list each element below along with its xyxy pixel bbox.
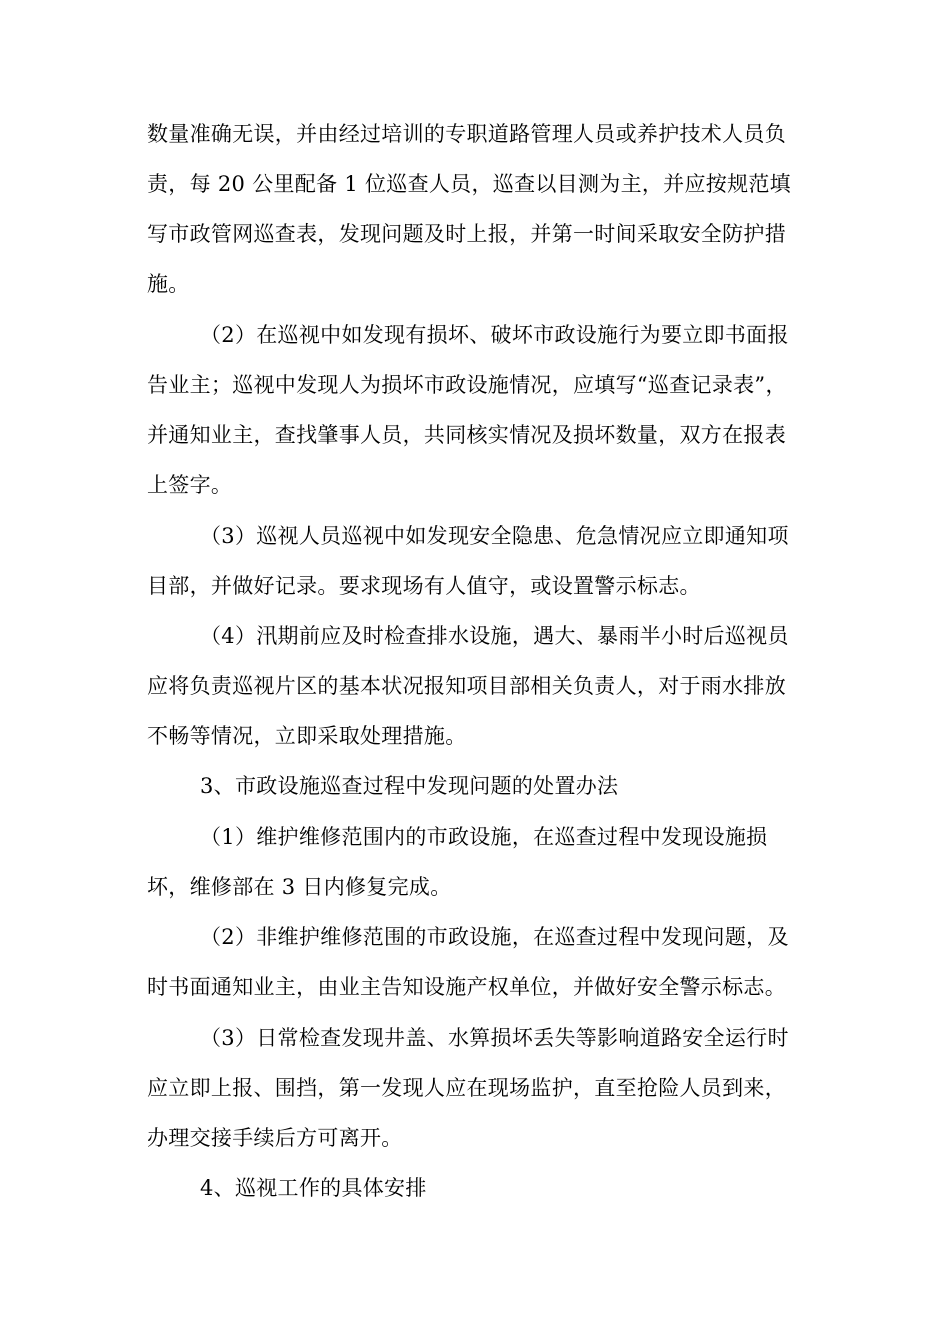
paragraph-first-line: （3）巡视人员巡视中如发现安全隐患、危急情况应立即通知项 <box>200 524 789 548</box>
section-heading: 3、市政设施巡查过程中发现问题的处置办法 <box>200 774 619 798</box>
text-line: 目部，并做好记录。要求现场有人值守，或设置警示标志。 <box>147 574 701 598</box>
text-line: 坏，维修部在 3 日内修复完成。 <box>147 875 452 899</box>
paragraph-first-line: （4）汛期前应及时检查排水设施，遇大、暴雨半小时后巡视员 <box>200 624 789 648</box>
text-line: 数量准确无误，并由经过培训的专职道路管理人员或养护技术人员负 <box>147 122 786 146</box>
text-line: 应立即上报、围挡，第一发现人应在现场监护，直至抢险人员到来， <box>147 1076 786 1100</box>
text-line: 告业主；巡视中发现人为损坏市政设施情况，应填写“巡查记录表”， <box>147 373 787 397</box>
paragraph-first-line: （2）非维护维修范围的市政设施，在巡查过程中发现问题，及 <box>200 925 789 949</box>
paragraph-first-line: （3）日常检查发现井盖、水箅损坏丢失等影响道路安全运行时 <box>200 1026 789 1050</box>
text-line: 上签字。 <box>147 473 233 497</box>
text-line: 办理交接手续后方可离开。 <box>147 1126 403 1150</box>
text-line: 应将负责巡视片区的基本状况报知项目部相关负责人，对于雨水排放 <box>147 674 786 698</box>
text-line: 写市政管网巡查表，发现问题及时上报，并第一时间采取安全防护措 <box>147 222 786 246</box>
paragraph-first-line: （2）在巡视中如发现有损坏、破坏市政设施行为要立即书面报 <box>200 323 789 347</box>
text-line: 时书面通知业主，由业主告知设施产权单位，并做好安全警示标志。 <box>147 975 786 999</box>
paragraph-first-line: （1）维护维修范围内的市政设施，在巡查过程中发现设施损 <box>200 825 768 849</box>
text-line: 责，每 20 公里配备 1 位巡查人员，巡查以目测为主，并应按规范填 <box>147 172 791 196</box>
section-heading: 4、巡视工作的具体安排 <box>200 1176 427 1200</box>
text-line: 施。 <box>147 272 190 296</box>
text-line: 不畅等情况，立即采取处理措施。 <box>147 724 467 748</box>
text-line: 并通知业主，查找肇事人员，共同核实情况及损坏数量，双方在报表 <box>147 423 786 447</box>
